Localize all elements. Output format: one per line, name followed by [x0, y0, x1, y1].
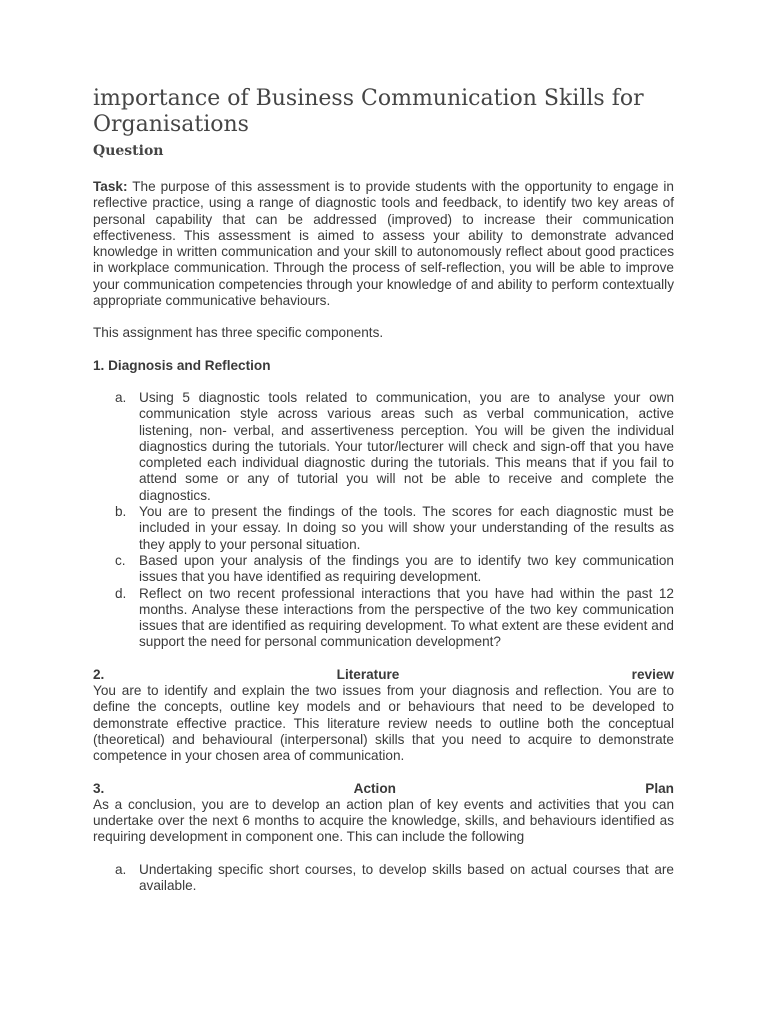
section3-number: 3.	[93, 780, 105, 796]
task-text: The purpose of this assessment is to provide students with the opportunity to engage in reflective practice, using a range of diagnostic tools and feedback, to identify two key areas of personal capability that can be addressed (improved) to increase their communication effectiveness. This assessment is aimed to assess your ability to demonstrate advanced knowledge in written communication and your skill to autonomously reflect about good practices in workplace communication. Through the process of self-reflection, you will be able to improve your communication competencies through your knowledge of and ability to perform contextually appropriate communicative behaviours.	[93, 179, 674, 309]
section3-heading	[93, 781, 674, 797]
list-item-text: Undertaking specific short courses, to develop skills based on actual courses that are available.	[139, 861, 674, 893]
section1-list	[93, 390, 674, 651]
list-item	[93, 862, 674, 895]
task-label: Task:	[93, 179, 128, 194]
list-marker: d.	[115, 585, 127, 601]
list-item-text: Using 5 diagnostic tools related to communication, you are to analyse your own communication style across various areas such as verbal communication, active listening, non- verbal, and assertiveness perception. You will be given the individual diagnostics during the tutorials. Your tutor/lecturer will check and sign-off that you have completed each individual diagnostic during the tutorials. This means that if you fail to attend some or any of tutorial you will not be able to receive and complete the diagnostics.	[139, 389, 674, 503]
section2-paragraph: You are to identify and explain the two issues from your diagnosis and reflection. You are to define the concepts, outline key models and or behaviours that need to be developed to demonstrate effective practice. This literature review needs to outline both the conceptual (theoretical) and behavioural (interpersonal) skills that you need to acquire to demonstrate competence in your chosen area of communication.	[93, 683, 674, 764]
section2-word1: Literature	[336, 666, 400, 682]
task-paragraph	[93, 179, 674, 309]
section3-paragraph: As a conclusion, you are to develop an action plan of key events and activities that you can undertake over the next 6 months to acquire the knowledge, skills, and behaviours identified as requiring development in component one. This can include the following	[93, 796, 674, 845]
list-item-text: Based upon your analysis of the findings you are to identify two key communication issues that you have identified as requiring development.	[139, 552, 674, 585]
list-item-text: You are to present the findings of the tools. The scores for each diagnostic must be included in your essay. In doing so you will show your understanding of the results as they apply to your personal situation.	[139, 504, 674, 552]
list-marker: c.	[115, 552, 126, 568]
section2-number: 2.	[93, 666, 105, 682]
components-intro: This assignment has three specific components.	[93, 325, 384, 341]
section1-heading: 1. Diagnosis and Reflection	[93, 357, 271, 373]
list-item-text: Reflect on two recent professional interactions that you have had within the past 12 months. Analyse these interactions from the perspective of the two key communication issues that are identified as requiring development. To what extent are these evident and support the need for personal communication development?	[139, 585, 674, 650]
section3-word1: Action	[353, 780, 396, 796]
list-item	[93, 390, 674, 504]
list-item	[93, 553, 674, 586]
list-item	[93, 586, 674, 651]
list-item	[93, 504, 674, 553]
list-marker: a.	[115, 389, 127, 405]
document-title: importance of Business Communication Skills for Organisations	[93, 86, 644, 137]
question-heading: Question	[93, 143, 164, 159]
section2-heading	[93, 667, 674, 683]
list-marker: a.	[115, 861, 127, 877]
list-marker: b.	[115, 504, 127, 520]
section3-word2: Plan	[645, 780, 674, 796]
section3-list	[93, 862, 674, 895]
document-content	[93, 86, 674, 894]
section2-word2: review	[631, 666, 674, 682]
